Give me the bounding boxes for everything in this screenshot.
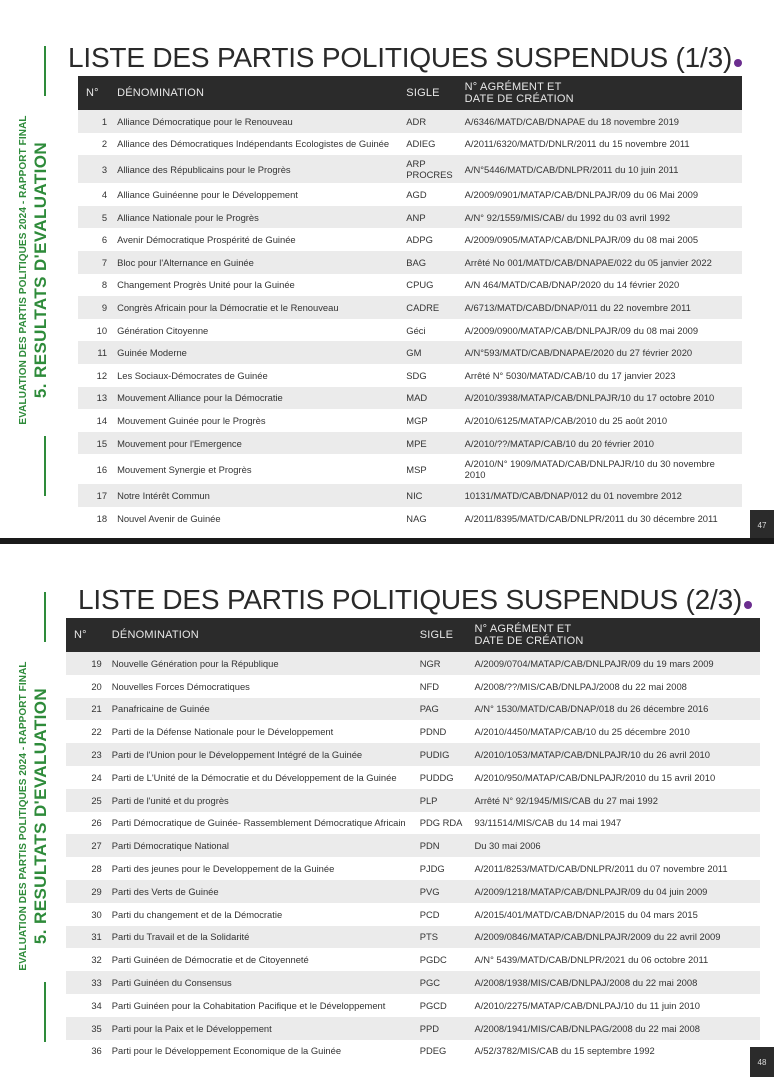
row-number: 17 <box>78 484 111 507</box>
party-name: Les Sociaux-Démocrates de Guinée <box>111 364 400 387</box>
side-divider-bottom <box>44 982 46 1042</box>
party-agrement: A/2010/2275/MATAP/CAB/DNLPAJ/10 du 11 juin 2010 <box>468 994 760 1017</box>
party-agrement: A/2010/1053/MATAP/CAB/DNLPAJR/10 du 26 avril 2010 <box>468 743 760 766</box>
party-name: Parti de l'Union pour le Développement Intégré de la Guinée <box>106 743 414 766</box>
party-agrement: Du 30 mai 2006 <box>468 834 760 857</box>
party-name: Génération Citoyenne <box>111 319 400 342</box>
table-row <box>78 409 742 432</box>
party-agrement: A/2009/0900/MATAP/CAB/DNLPAJR/09 du 08 mai 2009 <box>459 319 742 342</box>
party-name: Parti Démocratique de Guinée- Rassemblement Démocratique Africain <box>106 812 414 835</box>
header-name: DÉNOMINATION <box>111 76 400 110</box>
party-agrement: A/N° 5439/MATD/CAB/DNLPR/2021 du 06 octobre 2011 <box>468 948 760 971</box>
row-number: 9 <box>78 296 111 319</box>
party-name: Mouvement Synergie et Progrès <box>111 454 400 484</box>
party-name: Parti pour la Paix et le Développement <box>106 1017 414 1040</box>
party-sigle: MPE <box>400 432 458 455</box>
party-sigle: ADR <box>400 110 458 133</box>
party-agrement: A/N°593/MATD/CAB/DNAPAE/2020 du 27 février 2020 <box>459 341 742 364</box>
party-agrement: A/2011/8253/MATD/CAB/DNLPR/2011 du 07 novembre 2011 <box>468 857 760 880</box>
party-sigle: PDEG <box>414 1040 469 1063</box>
row-number: 34 <box>66 994 106 1017</box>
table-row <box>78 454 742 484</box>
party-name: Nouvelles Forces Démocratiques <box>106 675 414 698</box>
table-row <box>78 228 742 251</box>
party-sigle: BAG <box>400 251 458 274</box>
row-number: 5 <box>78 206 111 229</box>
row-number: 35 <box>66 1017 106 1040</box>
table-row <box>78 274 742 297</box>
row-number: 32 <box>66 948 106 971</box>
party-sigle: ADIEG <box>400 133 458 156</box>
party-agrement: A/6713/MATD/CABD/DNAP/011 du 22 novembre 2011 <box>459 296 742 319</box>
table-row <box>66 971 760 994</box>
table-row <box>66 926 760 949</box>
suspended-parties-table <box>78 76 742 530</box>
party-sigle: PDND <box>414 720 469 743</box>
side-divider-bottom <box>44 436 46 496</box>
party-agrement: Arrêté N° 5030/MATAD/CAB/10 du 17 janvier 2023 <box>459 364 742 387</box>
table-row <box>78 484 742 507</box>
table-row <box>66 880 760 903</box>
party-name: Changement Progrès Unité pour la Guinée <box>111 274 400 297</box>
party-sigle: PGCD <box>414 994 469 1017</box>
row-number: 12 <box>78 364 111 387</box>
party-sigle: CPUG <box>400 274 458 297</box>
party-name: Mouvement pour l'Emergence <box>111 432 400 455</box>
row-number: 13 <box>78 387 111 410</box>
party-sigle: ADPG <box>400 228 458 251</box>
side-banner <box>6 586 62 1046</box>
row-number: 4 <box>78 183 111 206</box>
table-row <box>66 743 760 766</box>
party-agrement: A/2010/N° 1909/MATAD/CAB/DNLPAJR/10 du 30 novembre 2010 <box>459 454 742 484</box>
party-name: Parti de L'Unité de la Démocratie et du Développement de la Guinée <box>106 766 414 789</box>
party-name: Alliance des Républicains pour le Progrès <box>111 155 400 183</box>
party-sigle: PGDC <box>414 948 469 971</box>
row-number: 24 <box>66 766 106 789</box>
party-name: Parti pour le Développement Economique de la Guinée <box>106 1040 414 1063</box>
row-number: 29 <box>66 880 106 903</box>
party-sigle: NAG <box>400 507 458 530</box>
table-row <box>66 789 760 812</box>
party-name: Alliance des Démocratiques Indépendants Ecologistes de Guinée <box>111 133 400 156</box>
party-agrement: A/2009/0704/MATAP/CAB/DNLPAJR/09 du 19 mars 2009 <box>468 652 760 675</box>
party-sigle: NIC <box>400 484 458 507</box>
party-name: Parti des jeunes pour le Developpement de la Guinée <box>106 857 414 880</box>
party-agrement: A/N° 92/1559/MIS/CAB/ du 1992 du 03 avril 1992 <box>459 206 742 229</box>
party-name: Parti de la Défense Nationale pour le Développement <box>106 720 414 743</box>
party-agrement: A/2010/3938/MATAP/CAB/DNLPAJR/10 du 17 octobre 2010 <box>459 387 742 410</box>
party-name: Mouvement Guinée pour le Progrès <box>111 409 400 432</box>
party-sigle: PDG RDA <box>414 812 469 835</box>
party-sigle: PGC <box>414 971 469 994</box>
table-row <box>78 206 742 229</box>
party-sigle: NGR <box>414 652 469 675</box>
party-name: Panafricaine de Guinée <box>106 698 414 721</box>
party-name: Alliance Guinéenne pour le Développement <box>111 183 400 206</box>
table-row <box>66 675 760 698</box>
party-sigle: CADRE <box>400 296 458 319</box>
party-agrement: A/N 464/MATD/CAB/DNAP/2020 du 14 février 2020 <box>459 274 742 297</box>
party-name: Parti Guinéen pour la Cohabitation Pacifique et le Développement <box>106 994 414 1017</box>
table-row <box>78 183 742 206</box>
row-number: 31 <box>66 926 106 949</box>
row-number: 20 <box>66 675 106 698</box>
table-row <box>66 698 760 721</box>
party-agrement: A/2008/1941/MIS/CAB/DNLPAG/2008 du 22 mai 2008 <box>468 1017 760 1040</box>
table-row <box>78 387 742 410</box>
page-number: 48 <box>750 1047 774 1077</box>
row-number: 7 <box>78 251 111 274</box>
row-number: 18 <box>78 507 111 530</box>
party-sigle: PAG <box>414 698 469 721</box>
document-page-2 <box>0 544 774 1080</box>
party-sigle: PLP <box>414 789 469 812</box>
header-agrement: N° AGRÉMENT ET DATE DE CRÉATION <box>459 76 742 110</box>
row-number: 15 <box>78 432 111 455</box>
party-name: Nouvel Avenir de Guinée <box>111 507 400 530</box>
party-name: Guinée Moderne <box>111 341 400 364</box>
party-name: Congrès Africain pour la Démocratie et le Renouveau <box>111 296 400 319</box>
party-name: Parti de l'unité et du progrès <box>106 789 414 812</box>
party-sigle: PCD <box>414 903 469 926</box>
party-sigle: PTS <box>414 926 469 949</box>
party-agrement: A/2009/0901/MATAP/CAB/DNLPAJR/09 du 06 Mai 2009 <box>459 183 742 206</box>
party-sigle: Géci <box>400 319 458 342</box>
party-name: Alliance Démocratique pour le Renouveau <box>111 110 400 133</box>
page-number: 47 <box>750 510 774 538</box>
table-row <box>78 319 742 342</box>
party-name: Parti Guinéen de Démocratie et de Citoyenneté <box>106 948 414 971</box>
header-agrement: N° AGRÉMENT ET DATE DE CRÉATION <box>468 618 760 652</box>
row-number: 6 <box>78 228 111 251</box>
row-number: 8 <box>78 274 111 297</box>
party-sigle: ANP <box>400 206 458 229</box>
party-name: Notre Intérêt Commun <box>111 484 400 507</box>
table-row <box>78 155 742 183</box>
table-row <box>78 133 742 156</box>
party-agrement: A/2008/??/MIS/CAB/DNLPAJ/2008 du 22 mai 2008 <box>468 675 760 698</box>
row-number: 22 <box>66 720 106 743</box>
party-agrement: A/2008/1938/MIS/CAB/DNLPAJ/2008 du 22 mai 2008 <box>468 971 760 994</box>
row-number: 28 <box>66 857 106 880</box>
row-number: 30 <box>66 903 106 926</box>
party-name: Bloc pour l'Alternance en Guinée <box>111 251 400 274</box>
header-num: N° <box>78 76 111 110</box>
party-agrement: A/52/3782/MIS/CAB du 15 septembre 1992 <box>468 1040 760 1063</box>
party-sigle: SDG <box>400 364 458 387</box>
row-number: 36 <box>66 1040 106 1063</box>
page-title: LISTE DES PARTIS POLITIQUES SUSPENDUS (1/3) <box>68 42 742 74</box>
party-sigle: PVG <box>414 880 469 903</box>
table-header-row <box>66 618 760 652</box>
table-row <box>66 812 760 835</box>
party-agrement: 10131/MATD/CAB/DNAP/012 du 01 novembre 2012 <box>459 484 742 507</box>
party-name: Mouvement Alliance pour la Démocratie <box>111 387 400 410</box>
party-agrement: A/2011/8395/MATD/CAB/DNLPR/2011 du 30 décembre 2011 <box>459 507 742 530</box>
party-name: Parti Démocratique National <box>106 834 414 857</box>
table-row <box>66 1040 760 1063</box>
party-agrement: A/2010/4450/MATAP/CAB/10 du 25 décembre 2010 <box>468 720 760 743</box>
document-page-1 <box>0 0 774 538</box>
party-agrement: 93/11514/MIS/CAB du 14 mai 1947 <box>468 812 760 835</box>
side-banner <box>6 40 62 500</box>
table-row <box>66 857 760 880</box>
table-row <box>78 507 742 530</box>
party-sigle: MAD <box>400 387 458 410</box>
side-report-title: EVALUATION DES PARTIS POLITIQUES 2024 - RAPPORT FINAL <box>17 115 29 425</box>
party-sigle: PDN <box>414 834 469 857</box>
header-name: DÉNOMINATION <box>106 618 414 652</box>
row-number: 16 <box>78 454 111 484</box>
table-row <box>66 903 760 926</box>
party-agrement: A/2009/1218/MATAP/CAB/DNLPAJR/09 du 04 juin 2009 <box>468 880 760 903</box>
row-number: 26 <box>66 812 106 835</box>
title-dot-icon <box>744 601 752 609</box>
party-sigle: GM <box>400 341 458 364</box>
side-report-title: EVALUATION DES PARTIS POLITIQUES 2024 - RAPPORT FINAL <box>17 661 29 971</box>
party-name: Parti des Verts de Guinée <box>106 880 414 903</box>
row-number: 19 <box>66 652 106 675</box>
title-dot-icon <box>734 59 742 67</box>
table-row <box>66 834 760 857</box>
party-sigle: NFD <box>414 675 469 698</box>
row-number: 23 <box>66 743 106 766</box>
table-row <box>78 251 742 274</box>
party-sigle: ARP PROCRES <box>400 155 458 183</box>
party-agrement: A/N°5446/MATD/CAB/DNLPR/2011 du 10 juin 2011 <box>459 155 742 183</box>
party-name: Nouvelle Génération pour la République <box>106 652 414 675</box>
header-sigle: SIGLE <box>414 618 469 652</box>
header-num: N° <box>66 618 106 652</box>
party-name: Alliance Nationale pour le Progrès <box>111 206 400 229</box>
party-sigle: MGP <box>400 409 458 432</box>
row-number: 10 <box>78 319 111 342</box>
table-row <box>78 364 742 387</box>
row-number: 21 <box>66 698 106 721</box>
party-agrement: A/2010/950/MATAP/CAB/DNLPAJR/2010 du 15 avril 2010 <box>468 766 760 789</box>
party-agrement: A/2011/6320/MATD/DNLR/2011 du 15 novembre 2011 <box>459 133 742 156</box>
party-agrement: A/6346/MATD/CAB/DNAPAE du 18 novembre 2019 <box>459 110 742 133</box>
table-row <box>78 110 742 133</box>
table-row <box>66 766 760 789</box>
party-agrement: Arrêté N° 92/1945/MIS/CAB du 27 mai 1992 <box>468 789 760 812</box>
header-sigle: SIGLE <box>400 76 458 110</box>
table-header-row <box>78 76 742 110</box>
party-agrement: A/2009/0846/MATAP/CAB/DNLPAJR/2009 du 22 avril 2009 <box>468 926 760 949</box>
party-sigle: PUDIG <box>414 743 469 766</box>
party-name: Parti du Travail et de la Solidarité <box>106 926 414 949</box>
party-name: Parti Guinéen du Consensus <box>106 971 414 994</box>
party-agrement: A/N° 1530/MATD/CAB/DNAP/018 du 26 décembre 2016 <box>468 698 760 721</box>
table-row <box>66 994 760 1017</box>
row-number: 1 <box>78 110 111 133</box>
row-number: 33 <box>66 971 106 994</box>
party-sigle: PUDDG <box>414 766 469 789</box>
party-agrement: A/2009/0905/MATAP/CAB/DNLPAJR/09 du 08 mai 2005 <box>459 228 742 251</box>
suspended-parties-table <box>66 618 760 1062</box>
party-agrement: A/2015/401/MATD/CAB/DNAP/2015 du 04 mars 2015 <box>468 903 760 926</box>
party-sigle: AGD <box>400 183 458 206</box>
table-row <box>66 1017 760 1040</box>
party-agrement: Arrêté No 001/MATD/CAB/DNAPAE/022 du 05 janvier 2022 <box>459 251 742 274</box>
party-name: Parti du changement et de la Démocratie <box>106 903 414 926</box>
table-row <box>78 296 742 319</box>
party-agrement: A/2010/??/MATAP/CAB/10 du 20 février 2010 <box>459 432 742 455</box>
party-agrement: A/2010/6125/MATAP/CAB/2010 du 25 août 2010 <box>459 409 742 432</box>
row-number: 11 <box>78 341 111 364</box>
row-number: 25 <box>66 789 106 812</box>
party-sigle: PPD <box>414 1017 469 1040</box>
party-sigle: MSP <box>400 454 458 484</box>
row-number: 2 <box>78 133 111 156</box>
table-row <box>78 341 742 364</box>
page-title: LISTE DES PARTIS POLITIQUES SUSPENDUS (2/3) <box>78 584 752 616</box>
party-sigle: PJDG <box>414 857 469 880</box>
side-section-title: 5. RESULTATS D'EVALUATION <box>30 141 50 399</box>
side-section-title: 5. RESULTATS D'EVALUATION <box>30 687 50 945</box>
table-row <box>66 720 760 743</box>
table-row <box>66 652 760 675</box>
party-name: Avenir Démocratique Prospérité de Guinée <box>111 228 400 251</box>
table-row <box>66 948 760 971</box>
row-number: 14 <box>78 409 111 432</box>
row-number: 27 <box>66 834 106 857</box>
row-number: 3 <box>78 155 111 183</box>
table-row <box>78 432 742 455</box>
